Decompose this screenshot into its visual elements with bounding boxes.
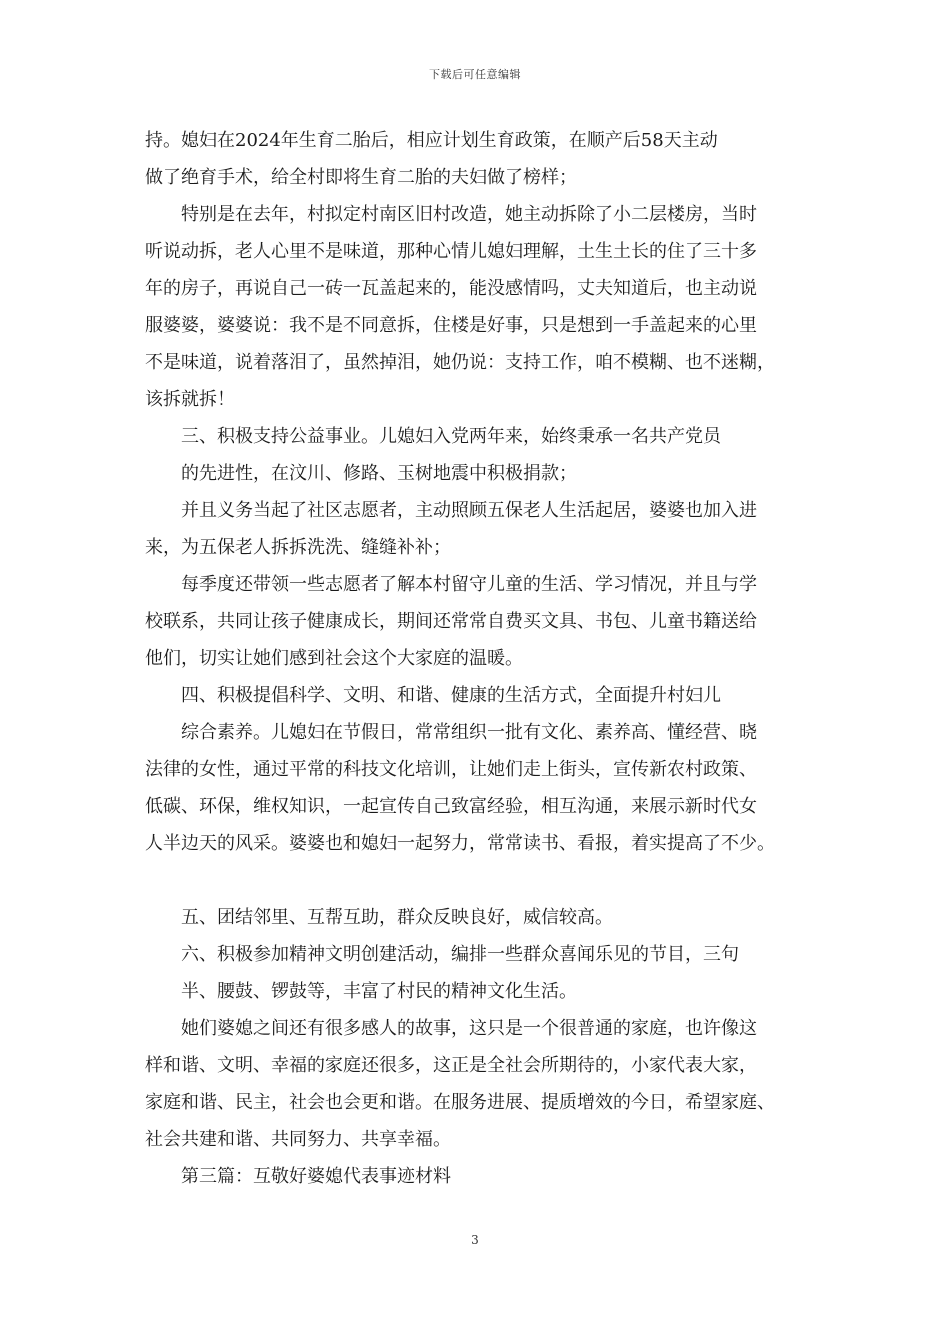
text-line: 法律的女性，通过平常的科技文化培训，让她们走上街头，宣传新农村政策、 (145, 759, 757, 780)
text-line: 特别是在去年，村拟定村南区旧村改造，她主动拆除了小二层楼房，当时 (181, 204, 757, 225)
text-line: 五、团结邻里、互帮互助，群众反映良好，威信较高。 (181, 907, 613, 928)
text-line: 该拆就拆！ (145, 389, 235, 410)
text-line: 三、积极支持公益事业。儿媳妇入党两年来，始终秉承一名共产党员 (181, 426, 721, 447)
text-line: 每季度还带领一些志愿者了解本村留守儿童的生活、学习情况，并且与学 (181, 574, 757, 595)
text-line: 她们婆媳之间还有很多感人的故事，这只是一个很普通的家庭，也许像这 (181, 1018, 757, 1039)
text-line: 半、腰鼓、锣鼓等，丰富了村民的精神文化生活。 (181, 981, 577, 1002)
text-line: 综合素养。儿媳妇在节假日，常常组织一批有文化、素养高、懂经营、晓 (181, 722, 757, 743)
text-line: 低碳、环保，维权知识，一起宣传自己致富经验，相互沟通，来展示新时代女 (145, 796, 757, 817)
text-line: 来，为五保老人拆拆洗洗、缝缝补补； (145, 537, 451, 558)
text-line: 做了绝育手术，给全村即将生育二胎的夫妇做了榜样； (145, 167, 577, 188)
text-line: 他们，切实让她们感到社会这个大家庭的温暖。 (145, 648, 523, 669)
text-line: 服婆婆，婆婆说：我不是不同意拆，住楼是好事，只是想到一手盖起来的心里 (145, 315, 757, 336)
text-line: 家庭和谐、民主，社会也会更和谐。在服务进展、提质增效的今日，希望家庭、 (145, 1092, 775, 1113)
section-heading: 第三篇：互敬好婆媳代表事迹材料 (181, 1166, 451, 1187)
text-line: 持。媳妇在2024年生育二胎后，相应计划生育政策，在顺产后58天主动 (145, 130, 718, 151)
text-line: 四、积极提倡科学、文明、和谐、健康的生活方式，全面提升村妇儿 (181, 685, 721, 706)
document-body (145, 122, 815, 1195)
text-line: 听说动拆，老人心里不是味道，那种心情儿媳妇理解，土生土长的住了三十多 (145, 241, 757, 262)
text-line: 六、积极参加精神文明创建活动，编排一些群众喜闻乐见的节目，三句 (181, 944, 739, 965)
text-line: 不是味道，说着落泪了，虽然掉泪，她仍说：支持工作，咱不模糊、也不迷糊， (145, 352, 775, 373)
text-line: 校联系，共同让孩子健康成长，期间还常常自费买文具、书包、儿童书籍送给 (145, 611, 757, 632)
text-line: 社会共建和谐、共同努力、共享幸福。 (145, 1129, 451, 1150)
page-header-note: 下载后可任意编辑 (429, 68, 521, 81)
page-number: 3 (471, 1233, 479, 1247)
text-line: 人半边天的风采。婆婆也和媳妇一起努力，常常读书、看报，着实提高了不少。 (145, 833, 775, 854)
text-line: 年的房子，再说自己一砖一瓦盖起来的，能没感情吗，丈夫知道后，也主动说 (145, 278, 757, 299)
text-line: 样和谐、文明、幸福的家庭还很多，这正是全社会所期待的，小家代表大家， (145, 1055, 757, 1076)
text-line: 并且义务当起了社区志愿者，主动照顾五保老人生活起居，婆婆也加入进 (181, 500, 757, 521)
text-line: 的先进性，在汶川、修路、玉树地震中积极捐款； (181, 463, 577, 484)
paragraph-gap (145, 862, 815, 899)
